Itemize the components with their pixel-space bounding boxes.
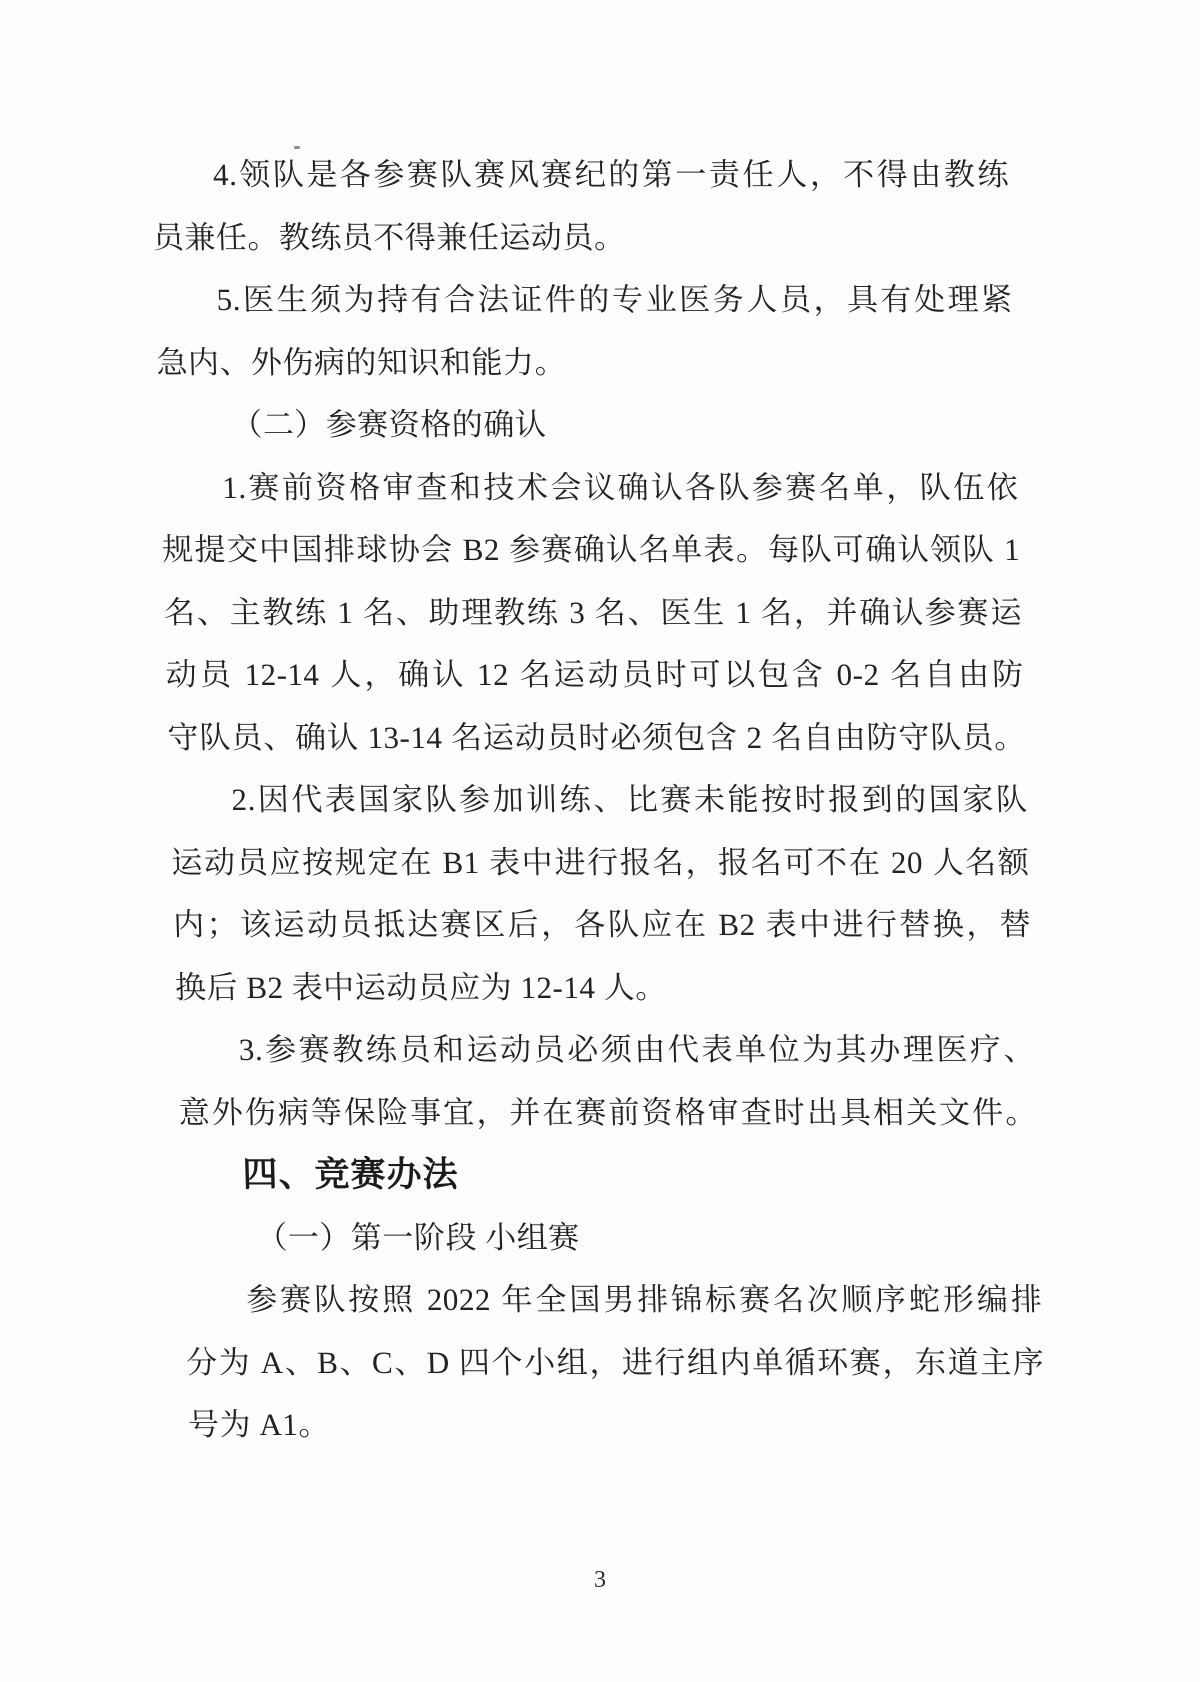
document-body (150, 144, 1047, 1457)
page-number: 3 (594, 1567, 606, 1593)
text-line: 规提交中国排球协会 B2 参赛确认名单表。每队可确认领队 1 (161, 532, 1021, 567)
text-line: 急内、外伤病的知识和能力。 (155, 344, 567, 380)
text-line: 3.参赛教练员和运动员必须由代表单位为其办理医疗、 (238, 1032, 1036, 1067)
text-line: 号为 A1。 (187, 1407, 331, 1442)
text-line: 守队员、确认 13-14 名运动员时必须包含 2 名自由防守队员。 (167, 719, 1027, 755)
text-line: 换后 B2 表中运动员应为 12-14 人。 (174, 969, 668, 1005)
section-heading: 四、竞赛办法 (242, 1155, 460, 1194)
text-line: 参赛队按照 2022 年全国男排锦标赛名次顺序蛇形编排 (245, 1282, 1043, 1317)
text-line: 5.医生须为持有合法证件的专业医务人员，具有处理紧 (216, 282, 1014, 317)
text-line: 员兼任。教练员不得兼任运动员。 (152, 219, 626, 255)
text-line: 运动员应按规定在 B1 表中进行报名，报名可不在 20 人名额 (170, 844, 1030, 880)
text-line: （二）参赛资格的确认 (230, 407, 547, 442)
text-line: （一）第一阶段 小组赛 (255, 1219, 581, 1255)
text-line: 分为 A、B、C、D 四个小组，进行组内单循环赛，东道主序 (185, 1344, 1045, 1380)
text-line: 意外伤病等保险事宜，并在赛前资格审查时出具相关文件。 (178, 1094, 1038, 1130)
text-line: 名、主教练 1 名、助理教练 3 名、医生 1 名，并确认参赛运 (163, 594, 1023, 630)
text-line: 4.领队是各参赛队赛风赛纪的第一责任人，不得由教练 (212, 157, 1010, 192)
text-line: 内；该运动员抵达赛区后，各队应在 B2 表中进行替换，替 (172, 907, 1032, 942)
text-line: 2.因代表国家队参加训练、比赛未能按时报到的国家队 (230, 782, 1028, 817)
text-line: 1.赛前资格审查和技术会议确认各队参赛名单，队伍依 (221, 469, 1019, 505)
text-line: 动员 12-14 人，确认 12 名运动员时可以包含 0-2 名自由防 (165, 657, 1025, 692)
